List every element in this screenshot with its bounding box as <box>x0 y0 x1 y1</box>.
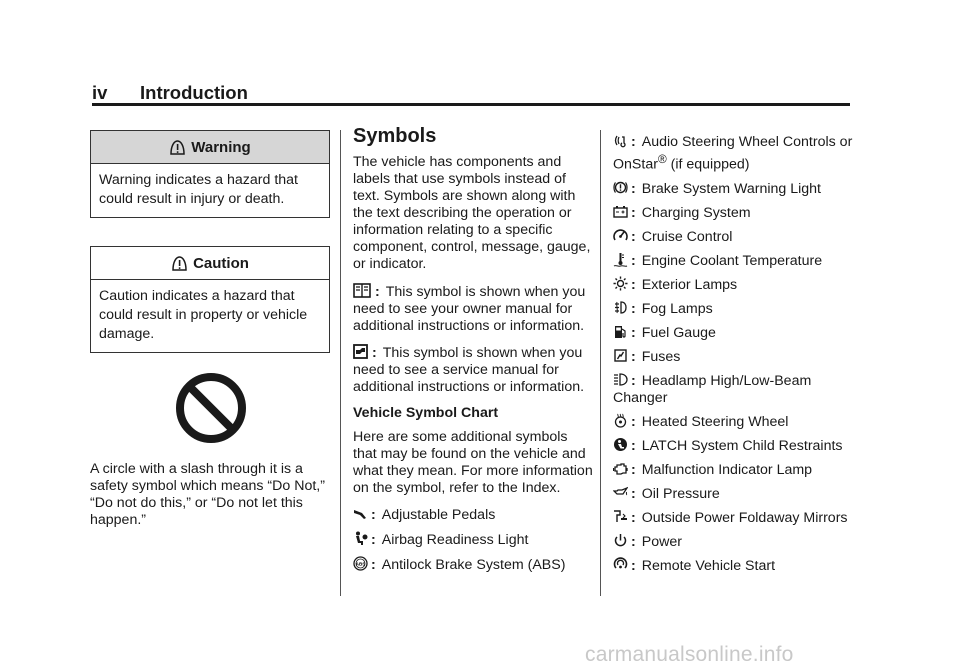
symbol-entry: : Oil Pressure <box>613 485 858 503</box>
symbol-entry: : Outside Power Foldaway Mirrors <box>613 509 858 527</box>
owner-manual-icon <box>353 282 371 298</box>
adjustable-pedals-icon <box>353 506 368 521</box>
warning-icon <box>169 139 186 156</box>
page-title: Introduction <box>140 82 248 103</box>
column-left <box>90 130 330 381</box>
symbol-entry: : Malfunction Indicator Lamp <box>613 461 858 479</box>
caution-box-header <box>91 247 329 280</box>
manual-symbol-text: This symbol is shown when you need to see your owner manual for additional instructions or information. <box>353 284 586 334</box>
column-divider <box>600 130 601 596</box>
manual-symbol-paragraph: : This symbol is shown when you need to see your owner manual for additional instructions or information. <box>353 284 586 334</box>
symbol-label: Oil Pressure <box>641 485 720 502</box>
symbol-label: Cruise Control <box>641 228 733 245</box>
symbol-entry: : Cruise Control <box>613 228 858 246</box>
symbol-entry: : Fog Lamps <box>613 300 858 318</box>
symbol-label: Remote Vehicle Start <box>641 557 776 574</box>
symbol-label: LATCH System Child Restraints <box>641 437 843 454</box>
symbol-label: Antilock Brake System (ABS) <box>381 557 566 573</box>
battery-icon <box>613 204 628 219</box>
symbol-entry: : Exterior Lamps <box>613 276 858 294</box>
column-right <box>613 133 858 581</box>
symbol-entry: : Fuses <box>613 348 858 366</box>
symbol-label: Fuel Gauge <box>641 324 716 341</box>
warning-box-header <box>91 131 329 164</box>
symbol-entry: : Brake System Warning Light <box>613 180 858 198</box>
service-symbol-paragraph: : This symbol is shown when you need to see a service manual for additional instructions or information. <box>353 345 585 395</box>
column-divider <box>340 130 341 596</box>
page-header <box>92 80 850 106</box>
caution-box <box>90 246 330 353</box>
symbol-entry: : Heated Steering Wheel <box>613 413 858 431</box>
airbag-icon <box>353 531 368 546</box>
symbol-label: Fog Lamps <box>641 300 713 317</box>
service-manual-icon <box>353 344 368 359</box>
symbol-entry: : Adjustable Pedals <box>353 506 593 524</box>
symbol-entry: : Airbag Readiness Light <box>353 531 593 549</box>
symbol-label-suffix: (if equipped) <box>666 156 750 173</box>
mirror-icon <box>613 509 628 524</box>
caution-text: Caution indicates a hazard that could result in property or vehicle damage. <box>99 288 308 342</box>
column-middle <box>353 125 593 581</box>
circle-slash-text: A circle with a slash through it is a safety symbol which means “Do Not,” “Do not do this,” or “Do not let this happen.” <box>90 461 325 528</box>
symbol-entry: ABS : Antilock Brake System (ABS) <box>353 556 593 574</box>
warning-label: Warning <box>191 138 251 156</box>
latch-icon <box>613 437 628 452</box>
symbol-label: Audio Steering Wheel Controls or OnStar <box>613 134 853 173</box>
symbol-label: Engine Coolant Temperature <box>641 252 823 269</box>
registered-mark: ® <box>657 152 667 166</box>
symbol-label: Power <box>641 533 682 550</box>
caution-icon <box>171 255 188 272</box>
fuel-icon <box>613 324 628 339</box>
symbols-intro: The vehicle has components and labels that use symbols instead of text. Symbols are shown along with the text describing the operation or information relating to a specific component, control, message, gauge, or indicator. <box>353 154 591 272</box>
symbol-label: Brake System Warning Light <box>641 180 821 197</box>
headlamp-icon <box>613 372 628 387</box>
watermark: carmanualsonline.info <box>585 643 794 666</box>
symbol-entry: : Power <box>613 533 858 551</box>
symbol-label: Fuses <box>641 348 681 365</box>
symbol-entry: : Audio Steering Wheel Controls or OnStar® (if equipped) <box>613 134 853 173</box>
fuse-icon <box>613 348 628 363</box>
symbol-entry: : Remote Vehicle Start <box>613 557 858 575</box>
symbol-label: Adjustable Pedals <box>381 507 496 523</box>
exterior-lamp-icon <box>613 276 628 291</box>
chart-heading: Vehicle Symbol Chart <box>353 405 499 421</box>
circle-slash-icon <box>175 372 247 444</box>
symbol-label: Airbag Readiness Light <box>381 532 529 548</box>
symbol-entry: : Headlamp High/Low-Beam Changer <box>613 372 812 406</box>
section-title: Symbols <box>353 125 437 147</box>
coolant-icon <box>613 252 628 267</box>
warning-text: Warning indicates a hazard that could result in injury or death. <box>99 172 298 207</box>
heated-wheel-icon <box>613 413 628 428</box>
symbol-entry: : LATCH System Child Restraints <box>613 437 858 455</box>
warning-box <box>90 130 330 218</box>
symbol-label: Malfunction Indicator Lamp <box>641 461 813 478</box>
page-number: iv <box>92 82 108 103</box>
symbol-label: Charging System <box>641 204 751 221</box>
chart-intro: Here are some additional symbols that may be found on the vehicle and what they mean. For more information on the symbol, refer to the Index. <box>353 429 593 496</box>
symbol-entry: : Fuel Gauge <box>613 324 858 342</box>
symbol-label: Outside Power Foldaway Mirrors <box>641 509 848 526</box>
audio-steering-icon <box>613 133 628 148</box>
brake-warning-icon <box>613 180 628 195</box>
fog-lamp-icon <box>613 300 628 315</box>
cruise-icon <box>613 228 628 243</box>
symbol-label: Heated Steering Wheel <box>641 413 789 430</box>
remote-start-icon <box>613 557 628 572</box>
abs-icon <box>353 556 368 571</box>
symbol-entry: : Charging System <box>613 204 858 222</box>
caution-label: Caution <box>193 254 249 272</box>
symbol-label: Headlamp High/Low-Beam Changer <box>613 372 812 406</box>
service-symbol-text: This symbol is shown when you need to see a service manual for additional instructions or information. <box>353 345 585 395</box>
symbol-label: Exterior Lamps <box>641 276 738 293</box>
engine-icon <box>613 461 628 476</box>
symbol-entry: : Engine Coolant Temperature <box>613 252 858 270</box>
power-icon <box>613 533 628 548</box>
oil-icon <box>613 485 628 500</box>
svg-text:ABS: ABS <box>355 561 366 567</box>
